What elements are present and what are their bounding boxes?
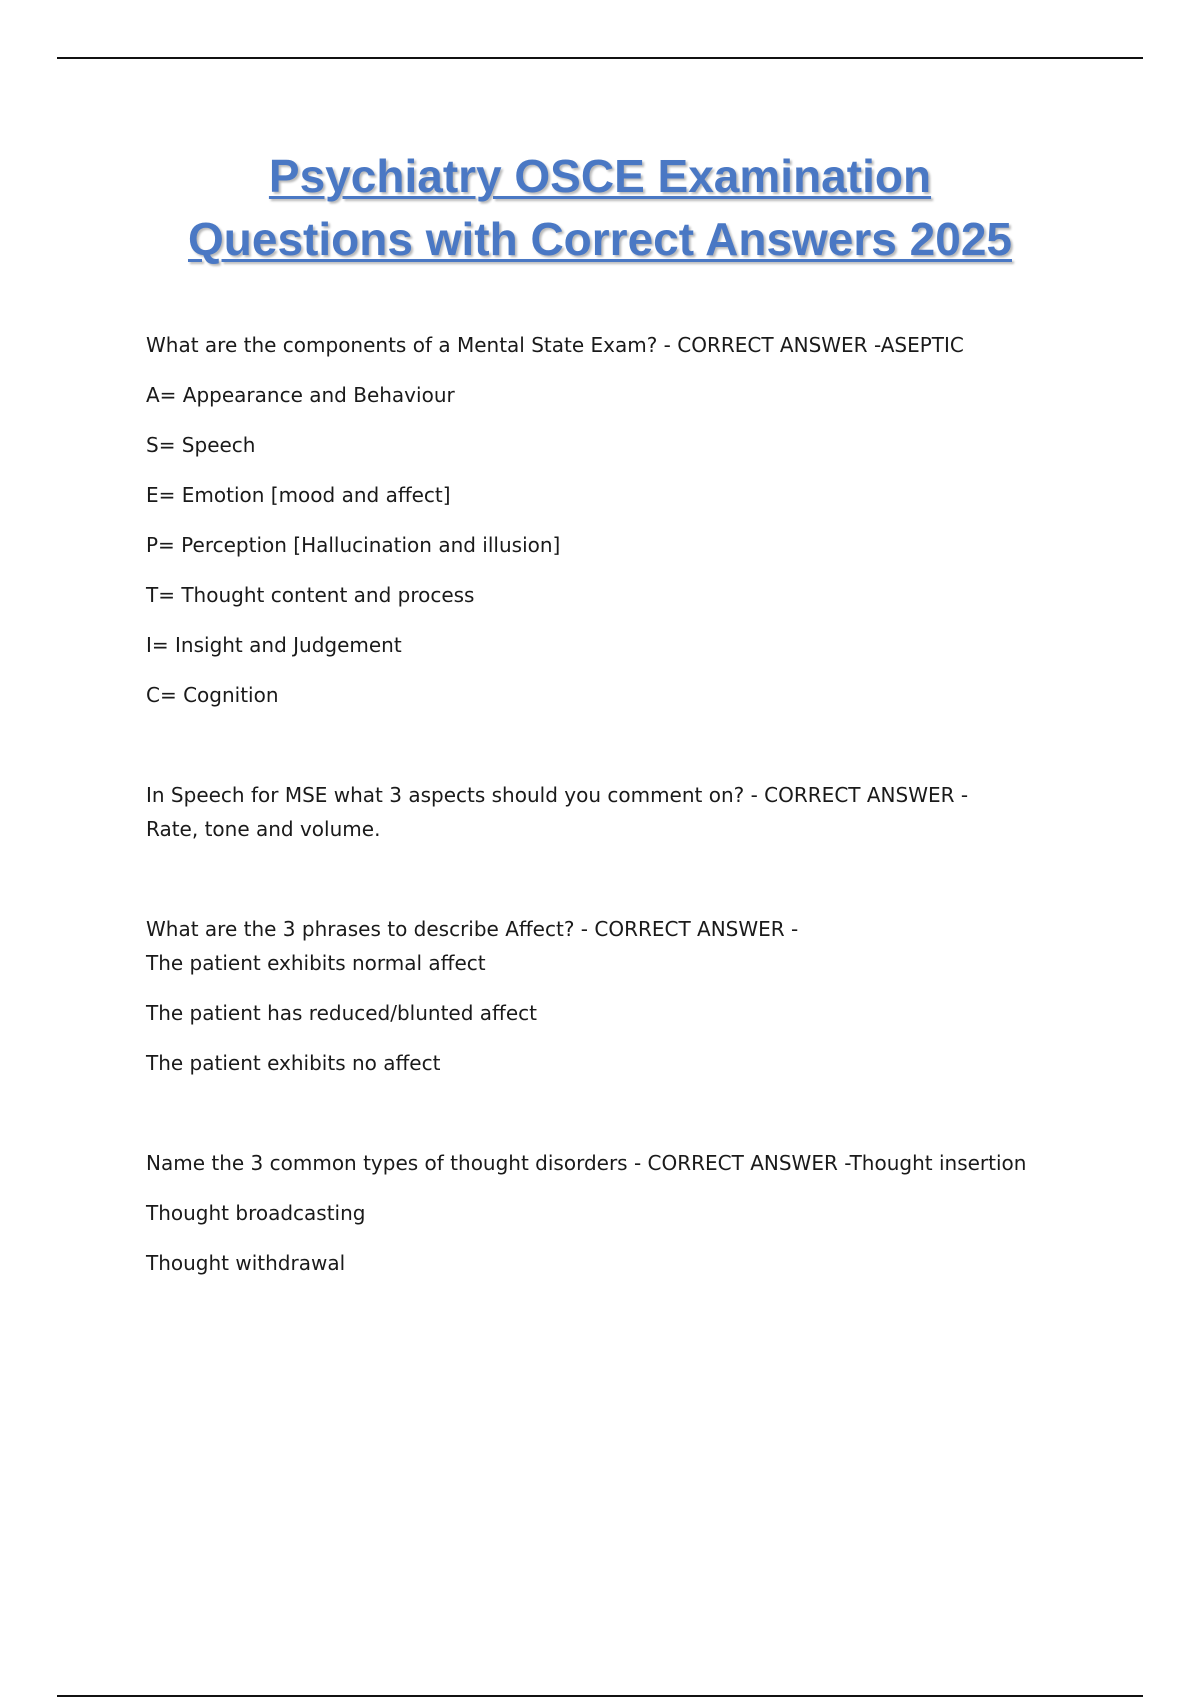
document-title xyxy=(0,145,1200,271)
answer-line: Rate, tone and volume. xyxy=(146,817,381,841)
spacer xyxy=(146,728,1146,778)
spacer xyxy=(146,1096,1146,1146)
question-text: What are the 3 phrases to describe Affect? - CORRECT ANSWER - xyxy=(146,917,799,941)
answer-line: The patient exhibits no affect xyxy=(146,1051,441,1075)
answer-line: P= Perception [Hallucination and illusion] xyxy=(146,533,561,557)
qa-content xyxy=(146,328,1146,1296)
answer-line: Thought broadcasting xyxy=(146,1201,366,1225)
answer-line: E= Emotion [mood and affect] xyxy=(146,483,451,507)
qa-block-affect-phrases xyxy=(146,912,1146,1096)
question-text: Name the 3 common types of thought disorders - CORRECT ANSWER -Thought insertion xyxy=(146,1151,1027,1175)
bottom-rule xyxy=(57,1695,1143,1697)
question-text: In Speech for MSE what 3 aspects should you comment on? - CORRECT ANSWER - xyxy=(146,783,969,807)
top-rule xyxy=(57,57,1143,59)
answer-line: The patient has reduced/blunted affect xyxy=(146,1001,537,1025)
question-text: What are the components of a Mental State Exam? - CORRECT ANSWER -ASEPTIC xyxy=(146,333,964,357)
title-line-2: Questions with Correct Answers 2025 xyxy=(187,213,1012,265)
answer-line: A= Appearance and Behaviour xyxy=(146,383,455,407)
answer-line: The patient exhibits normal affect xyxy=(146,951,486,975)
answer-line: T= Thought content and process xyxy=(146,583,475,607)
qa-block-mse-components xyxy=(146,328,1146,728)
answer-line: Thought withdrawal xyxy=(146,1251,346,1275)
answer-line: C= Cognition xyxy=(146,683,279,707)
qa-block-speech-aspects xyxy=(146,778,1146,862)
answer-line: I= Insight and Judgement xyxy=(146,633,402,657)
title-line-1: Psychiatry OSCE Examination xyxy=(268,150,932,202)
qa-block-thought-disorders xyxy=(146,1146,1146,1296)
spacer xyxy=(146,862,1146,912)
answer-line: S= Speech xyxy=(146,433,256,457)
